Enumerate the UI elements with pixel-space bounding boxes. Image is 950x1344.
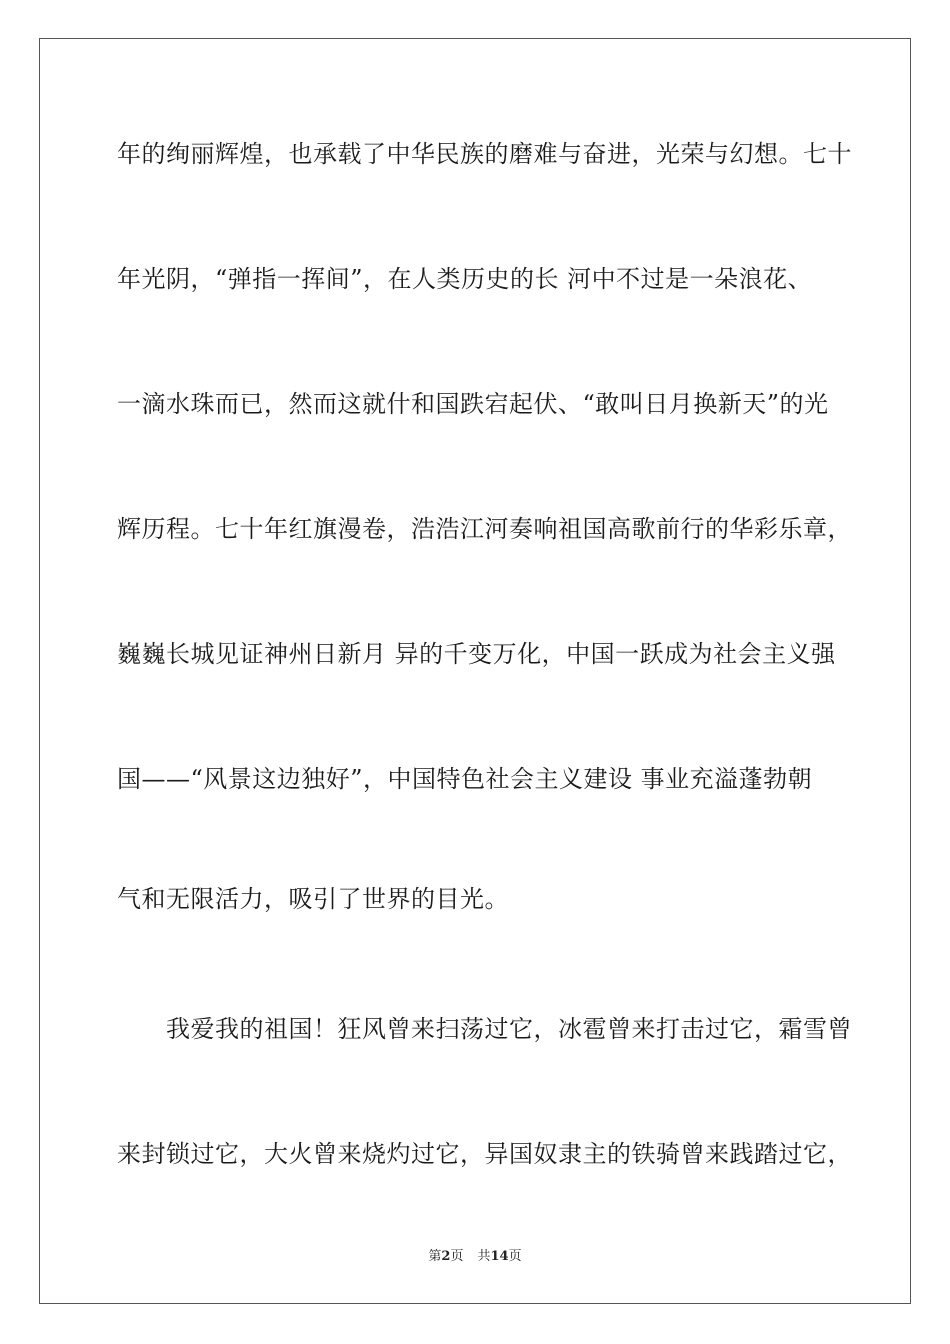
total-pages: 14 — [490, 1249, 509, 1264]
text-line-8: 我爱我的祖国！狂风曾来扫荡过它，冰雹曾来打击过它，霜雪曾 — [117, 1015, 852, 1043]
text-line-3: 一滴水珠而已，然而这就什和国跌宕起伏、“敢叫日月换新天”的光 — [117, 390, 829, 418]
text-line-9: 来封锁过它，大火曾来烧灼过它，异国奴隶主的铁骑曾来践踏过它， — [117, 1140, 852, 1168]
page-suffix: 页 — [450, 1249, 464, 1264]
total-prefix: 共 — [477, 1249, 491, 1264]
text-line-2: 年光阴，“弹指一挥间”，在人类历史的长 河中不过是一朵浪花、 — [117, 265, 813, 293]
text-line-1: 年的绚丽辉煌，也承载了中华民族的磨难与奋进，光荣与幻想。七十 — [117, 140, 852, 168]
page-prefix: 第 — [428, 1249, 442, 1264]
page-number: 2 — [441, 1249, 451, 1264]
text-line-4: 辉历程。七十年红旗漫卷，浩浩江河奏响祖国高歌前行的华彩乐章， — [117, 515, 852, 543]
text-line-5: 巍巍长城见证神州日新月 异的千变万化，中国一跃成为社会主义强 — [117, 640, 836, 668]
text-line-6: 国——“风景这边独好”，中国特色社会主义建设 事业充溢蓬勃朝 — [117, 765, 813, 793]
total-suffix: 页 — [508, 1249, 522, 1264]
page-border — [39, 38, 911, 1304]
text-line-7: 气和无限活力，吸引了世界的目光。 — [117, 885, 509, 913]
page-footer — [0, 1248, 950, 1266]
